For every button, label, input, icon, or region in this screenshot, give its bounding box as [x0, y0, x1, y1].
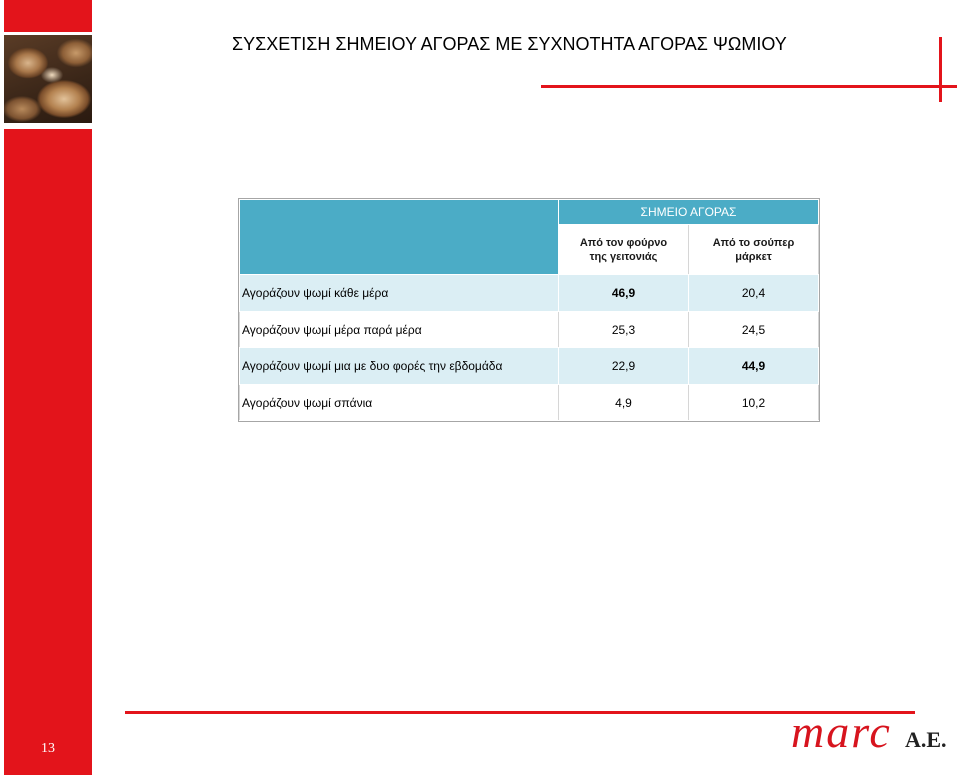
table-corner-cell [240, 200, 559, 275]
left-accent-bar [4, 129, 92, 775]
slide-title: ΣΥΣΧΕΤΙΣΗ ΣΗΜΕΙΟΥ ΑΓΟΡΑΣ ΜΕ ΣΥΧΝΟΤΗΤΑ ΑΓΟΡΑΣ ΨΩΜΙΟΥ [232, 34, 787, 54]
row-label: Αγοράζουν ψωμί σπάνια [240, 385, 559, 421]
value-cell-supermarket: 44,9 [689, 348, 819, 385]
row-label: Αγοράζουν ψωμί κάθε μέρα [240, 275, 559, 312]
value-cell-supermarket: 20,4 [689, 275, 819, 312]
column-header-supermarket: Από το σούπερ μάρκετ [689, 225, 819, 275]
left-accent-bar-top [4, 0, 92, 32]
value-cell-supermarket: 24,5 [689, 312, 819, 348]
table-row [240, 348, 819, 385]
value-cell-bakery: 22,9 [559, 348, 689, 385]
value-cell-bakery: 25,3 [559, 312, 689, 348]
header-rule-vertical [939, 37, 942, 102]
table-row [240, 275, 819, 312]
company-logo-brand: marc [791, 706, 892, 757]
value-cell-bakery: 4,9 [559, 385, 689, 421]
table-row [240, 312, 819, 348]
bread-photo [4, 35, 92, 123]
data-table [239, 199, 819, 421]
value-cell-supermarket: 10,2 [689, 385, 819, 421]
group-header: ΣΗΜΕΙΟ ΑΓΟΡΑΣ [559, 200, 819, 225]
table-header-row [240, 200, 819, 225]
page-number: 13 [41, 741, 55, 756]
row-label: Αγοράζουν ψωμί μια με δυο φορές την εβδομάδα [240, 348, 559, 385]
row-label: Αγοράζουν ψωμί μέρα παρά μέρα [240, 312, 559, 348]
company-logo-suffix: Α.Ε. [905, 727, 947, 752]
column-header-bakery: Από τον φούρνο της γειτονιάς [559, 225, 689, 275]
header-rule-horizontal [541, 85, 957, 88]
table-row [240, 385, 819, 421]
value-cell-bakery: 46,9 [559, 275, 689, 312]
